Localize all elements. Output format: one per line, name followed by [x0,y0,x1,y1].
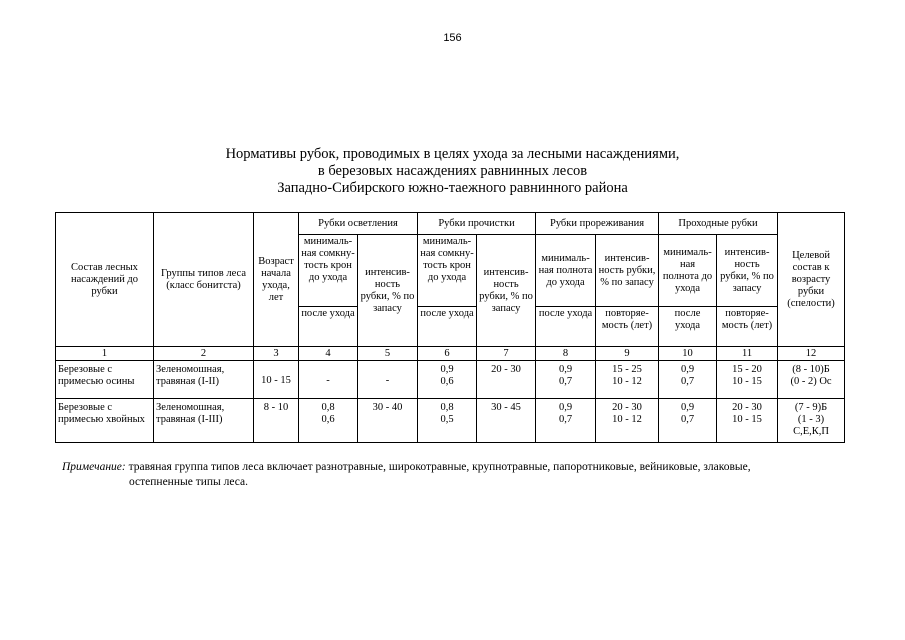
header-min-density: минималь- ная полнота до ухода [659,235,717,307]
title-line-1: Нормативы рубок, проводимых в целях ухода за лесными насаждениями, [225,146,680,162]
header-thinning: Рубки прореживания [536,213,659,235]
cell-line: 20 - 30 [612,402,642,413]
norms-table [55,212,845,443]
column-number: 12 [778,347,845,361]
column-number: 10 [659,347,717,361]
header-after-care: после ухода [418,307,477,347]
cell-value: 30 - 45 [477,399,536,443]
cell-line: 0,9 [558,364,573,375]
cell-start-age: 10 - 15 [254,361,299,399]
column-number: 2 [154,347,254,361]
cell-line: 0,7 [558,414,573,425]
cell-forest-group: Зеленомошная, травяная (I-III) [154,399,254,443]
footnote-line-2: остепненные типы леса. [129,476,248,488]
header-cleaning: Рубки прочистки [418,213,536,235]
cell-value: - [358,361,418,399]
header-after-care: после ухода [299,307,358,347]
header-repeatability: повторяе- мость (лет) [596,307,659,347]
column-number: 1 [56,347,154,361]
cell-line: (1 - 3) [797,414,825,425]
table-row [56,361,845,399]
header-repeatability: повторяе- мость (лет) [717,307,778,347]
header-min-crown: минималь- ная сомкну- тость крон до ухода [418,235,477,307]
cell-line: С,Е,К,П [793,426,829,437]
cell-composition: Березовые с примесью хвойных [56,399,154,443]
page-title [0,146,905,197]
header-forest-groups: Группы типов леса (класс бонитста) [154,213,254,347]
header-start-age: Возраст начала ухода, лет [254,213,299,347]
cell-value [418,399,477,443]
cell-composition: Березовые с примесью осины [56,361,154,399]
cell-forest-group: Зеленомошная, травяная (I-II) [154,361,254,399]
cell-value [536,361,596,399]
cell-line: 15 - 20 [732,364,762,375]
header-intensity-stock: интенсив- ность рубки, % по запасу [717,235,778,307]
header-min-density: минималь- ная полнота до ухода [536,235,596,307]
cell-line: 10 - 15 [732,376,762,387]
header-composition: Состав лесных насаждений до рубки [56,213,154,347]
cell-target [778,399,845,443]
cell-line: 10 - 12 [612,376,642,387]
cell-line: 0,6 [440,376,454,387]
page-number: 156 [443,32,462,44]
column-number-row [56,347,845,361]
cell-line: (8 - 10)Б [792,364,830,375]
header-passing: Проходные рубки [659,213,778,235]
header-intensity-stock: интенсив- ность рубки, % по запасу [596,235,659,307]
cell-value: 20 - 30 [477,361,536,399]
cell-value [596,361,659,399]
footnote-text: травяная группа типов леса включает разнотравные, широкотравные, крупнотравные, папоротниковые, вейниковые, злаковые, [128,461,751,473]
cell-line: 0,9 [680,402,695,413]
header-row-1 [56,213,845,235]
cell-line: 0,9 [680,364,695,375]
header-target: Целевой состав к возрасту рубки (спелости) [778,213,845,347]
cell-line: 0,7 [558,376,573,387]
cell-target [778,361,845,399]
cell-value [536,399,596,443]
cell-line: (7 - 9)Б [794,402,828,413]
header-lightening: Рубки осветления [299,213,418,235]
footnote-label: Примечание: [62,461,126,473]
cell-line: 0,5 [440,414,454,425]
column-number: 11 [717,347,778,361]
cell-value: - [299,361,358,399]
column-number: 8 [536,347,596,361]
cell-line: (0 - 2) Ос [790,376,832,387]
column-number: 3 [254,347,299,361]
cell-value: 30 - 40 [358,399,418,443]
cell-line: 0,7 [680,376,695,387]
title-line-2: в березовых насаждениях равнинных лесов [317,163,588,179]
title-line-3: Западно-Сибирского южно-таежного равнинного района [277,180,628,196]
table-row [56,399,845,443]
cell-value [717,399,778,443]
cell-line: 15 - 25 [612,364,642,375]
cell-value [418,361,477,399]
cell-line: 10 - 15 [732,414,762,425]
cell-line: 0,8 [440,402,454,413]
cell-line: 0,9 [558,402,573,413]
cell-line: 20 - 30 [732,402,762,413]
cell-line: 0,6 [321,414,335,425]
header-intensity: интенсив- ность рубки, % по запасу [477,235,536,347]
column-number: 5 [358,347,418,361]
cell-value [659,361,717,399]
column-number: 6 [418,347,477,361]
cell-line: 0,9 [440,364,454,375]
footnote [62,460,852,490]
footnote-line-1 [62,460,852,475]
header-min-crown: минималь- ная сомкну- тость крон до ухода [299,235,358,307]
cell-line: 10 - 12 [612,414,642,425]
column-number: 4 [299,347,358,361]
column-number: 9 [596,347,659,361]
header-after-care: после ухода [536,307,596,347]
cell-line: 0,8 [321,402,335,413]
cell-start-age: 8 - 10 [254,399,299,443]
cell-value [717,361,778,399]
cell-value [659,399,717,443]
cell-value [299,399,358,443]
header-intensity: интенсив- ность рубки, % по запасу [358,235,418,347]
header-after-care: после ухода [659,307,717,347]
cell-line: 0,7 [680,414,695,425]
column-number: 7 [477,347,536,361]
cell-value [596,399,659,443]
